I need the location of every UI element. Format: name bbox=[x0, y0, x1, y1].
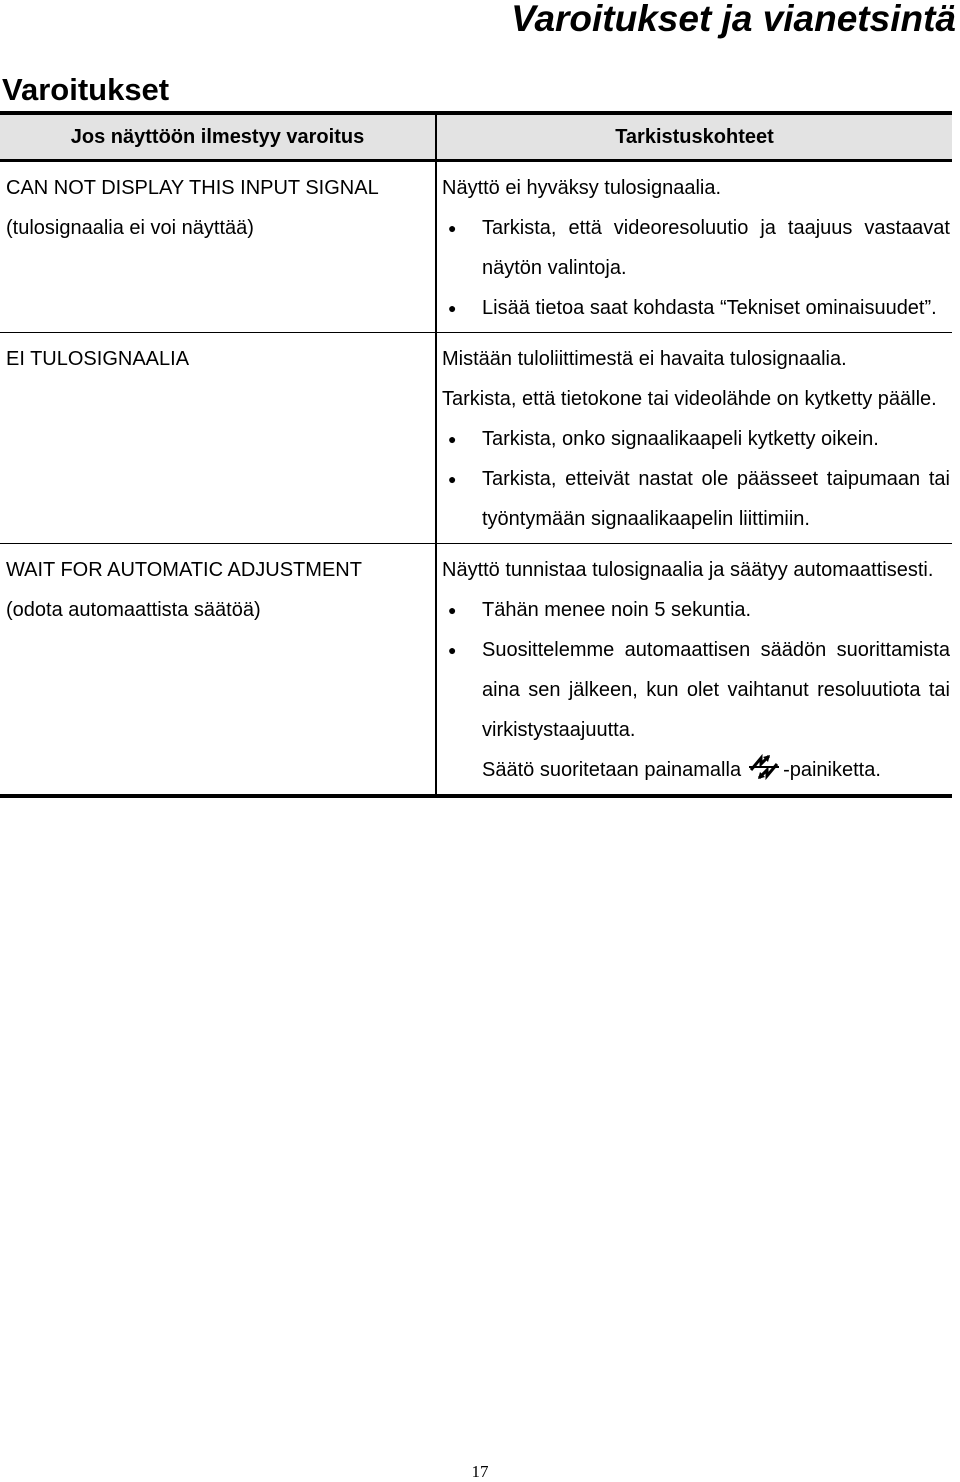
table-row bbox=[0, 161, 952, 332]
check-intro-2: Tarkista, että tietokone tai videolähde on kytketty päälle. bbox=[442, 388, 937, 410]
bullet-icon: ● bbox=[448, 602, 457, 618]
table-row bbox=[0, 543, 952, 794]
warning-translation: (odota automaattista säätöä) bbox=[6, 599, 261, 621]
auto-adjust-icon bbox=[747, 752, 781, 782]
check-tail-before: Säätö suoritetaan painamalla bbox=[482, 759, 742, 781]
list-item: ● Lisää tietoa saat kohdasta “Tekniset ominaisuudet”. bbox=[442, 288, 950, 328]
check-tail-after: -painiketta. bbox=[783, 759, 881, 781]
section-title: Varoitukset bbox=[2, 72, 170, 107]
list-item: ● Tarkista, että videoresoluutio ja taajuus vastaavat näytön valintoja. bbox=[442, 208, 950, 288]
bullet-icon: ● bbox=[448, 471, 457, 487]
header-warning: Jos näyttöön ilmestyy varoitus bbox=[0, 115, 437, 159]
table-row bbox=[0, 332, 952, 543]
bullet-icon: ● bbox=[448, 431, 457, 447]
list-item: ● Tarkista, onko signaalikaapeli kytketty oikein. bbox=[442, 419, 950, 459]
list-item: ● Suosittelemme automaattisen säädön suorittamista aina sen jälkeen, kun olet vaihtanut resoluutiota tai virkistystaajuutta. Säätö suoritetaan painamalla -painiketta. bbox=[442, 630, 950, 790]
header-checks: Tarkistuskohteet bbox=[615, 126, 774, 148]
warning-cell bbox=[0, 544, 437, 794]
page-number: 17 bbox=[471, 1462, 489, 1481]
checks-cell bbox=[437, 544, 952, 794]
checks-cell bbox=[437, 333, 952, 543]
warning-translation: (tulosignaalia ei voi näyttää) bbox=[6, 217, 254, 239]
check-intro: Näyttö ei hyväksy tulosignaalia. bbox=[442, 177, 722, 199]
list-item: ● Tähän menee noin 5 sekuntia. bbox=[442, 590, 950, 630]
warning-cell bbox=[0, 162, 437, 332]
warning-text: WAIT FOR AUTOMATIC ADJUSTMENT bbox=[6, 559, 362, 581]
bullet-icon: ● bbox=[448, 642, 457, 658]
warnings-table bbox=[0, 111, 952, 798]
check-list bbox=[442, 590, 950, 790]
check-list bbox=[442, 208, 950, 328]
warning-cell bbox=[0, 333, 437, 543]
warning-text: EI TULOSIGNAALIA bbox=[6, 348, 190, 370]
checks-cell bbox=[437, 162, 952, 332]
bullet-icon: ● bbox=[448, 300, 457, 316]
chapter-title: Varoitukset ja vianetsintä bbox=[511, 0, 956, 39]
warning-text: CAN NOT DISPLAY THIS INPUT SIGNAL bbox=[6, 177, 379, 199]
check-intro: Mistään tuloliittimestä ei havaita tulosignaalia. bbox=[442, 348, 847, 370]
check-intro: Näyttö tunnistaa tulosignaalia ja säätyy automaattisesti. bbox=[442, 559, 934, 581]
list-item: ● Tarkista, etteivät nastat ole päässeet taipumaan tai työntymään signaalikaapelin liittimiin. bbox=[442, 459, 950, 539]
bullet-icon: ● bbox=[448, 220, 457, 236]
table-header-row bbox=[0, 115, 952, 161]
check-list bbox=[442, 419, 950, 539]
